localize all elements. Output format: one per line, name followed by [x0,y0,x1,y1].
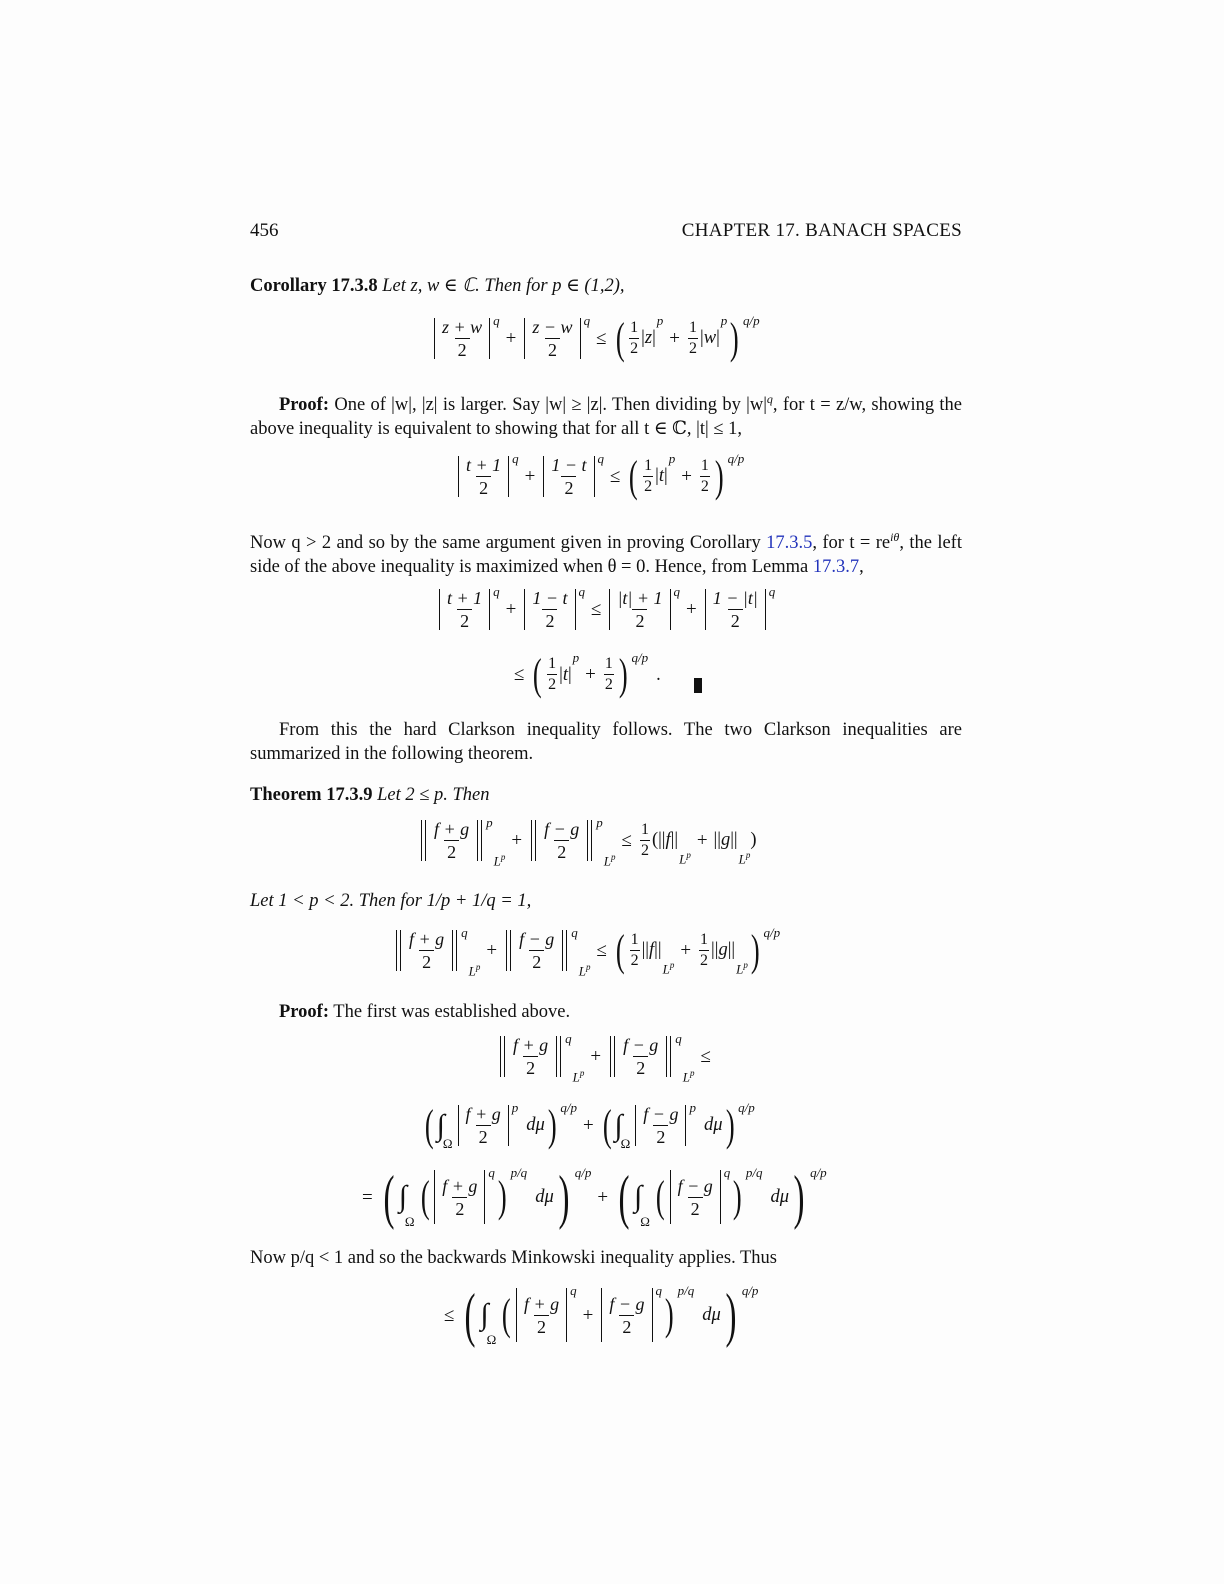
link-corollary-17-3-5[interactable]: 17.3.5 [766,533,813,554]
equation-clarkson-2: f + g 2 q $L^p$ + f − g 2 q $L^p$ ≤ ( 1 2 || f || $L^p$ + $\frac{1}{2}$ || g || $L^p$ ) q/p [393,930,780,976]
page-number: 456 [250,220,279,241]
equation-t: t + 1 2 q + 1 − t 2 q ≤ ( 1 2 | t | p + $\frac{1}{2}$ ) q/p [456,456,744,502]
theorem-statement: Let 2 ≤ p. Then [377,785,490,805]
now-q-paragraph: Now q > 2 and so by the same argument given in proving Corollary 17.3.5, for $t = re^{i\theta}$, the left side of the above inequality is maximized when θ = 0. Hence, from Lemma 17.3.7, [250,530,962,578]
equation-t-abs: t + 1 2 q + 1 − t 2 q ≤ |t| + 1 2 q + 1 − |t| 2 q [437,589,775,635]
corollary-label: Corollary 17.3.8 [250,276,378,296]
proof-1-paragraph: Proof: One of |w|, |z| is larger. Say |w| ≥ |z|. Then dividing by $|w|^q$, for t = z/w, showing the above inequality is equivalent to showing that for all t ∈ ℂ, |t| ≤ 1, [250,392,963,440]
corollary-statement: Let z, w ∈ ℂ. Then for p ∈ (1,2), [382,276,625,296]
running-header [250,220,962,244]
equation-proof-start: f + g 2 q $L^p$ + f − g 2 q $L^p$ ≤ [497,1036,717,1082]
proof-2-paragraph: Proof: The first was established above. [279,1002,571,1022]
corollary-paragraph [250,274,962,298]
let-line: Let 1 < p < 2. Then for 1/p + 1/q = 1, [250,891,532,911]
clarkson-paragraph: From this the hard Clarkson inequality follows. The two Clarkson inequalities are summarized in the following theorem. [250,720,962,764]
qed-square [694,678,702,693]
proof-1-label: Proof: [279,395,329,416]
now-pq-paragraph: Now p/q < 1 and so the backwards Minkowski inequality applies. Thus [250,1248,777,1268]
equation-corollary: z + w 2 q + z − w 2 q ≤ ( 1 2 | z | p + $\frac{1}{2}$ | w | p ) q/p [432,318,760,364]
link-lemma-17-3-7[interactable]: 17.3.7 [812,557,860,578]
theorem-label: Theorem 17.3.9 [250,785,373,805]
equation-nested-integrals: = ( ∫ Ω ( f + g 2 q ) p/q dμ ) q/p + ( ∫ Ω ( f − g 2 q ) p/q dμ ) q/p [362,1164,827,1230]
equation-t-bound: ≤ ( 1 2 | t | p + $\frac{1}{2}$ ) q/p . [514,650,661,699]
equation-clarkson-1: f + g 2 p $L^p$ + f − g 2 p $L^p$ ≤ $\frac{1}{2}$ (|| f || $L^p$ + || g || $L^p$ ) [418,820,757,866]
equation-minkowski: ≤ ( ∫ Ω ( f + g 2 q + f − g 2 q ) p/q dμ ) q/p [444,1282,759,1348]
equation-integrals: ( ∫ Ω f + g 2 p dμ ) q/p + ( ∫ Ω f − g 2 p dμ ) q/p [424,1100,755,1151]
theorem-paragraph [250,783,962,807]
chapter-title: CHAPTER 17. BANACH SPACES [681,220,962,241]
proof-2-label: Proof: [279,1002,329,1022]
